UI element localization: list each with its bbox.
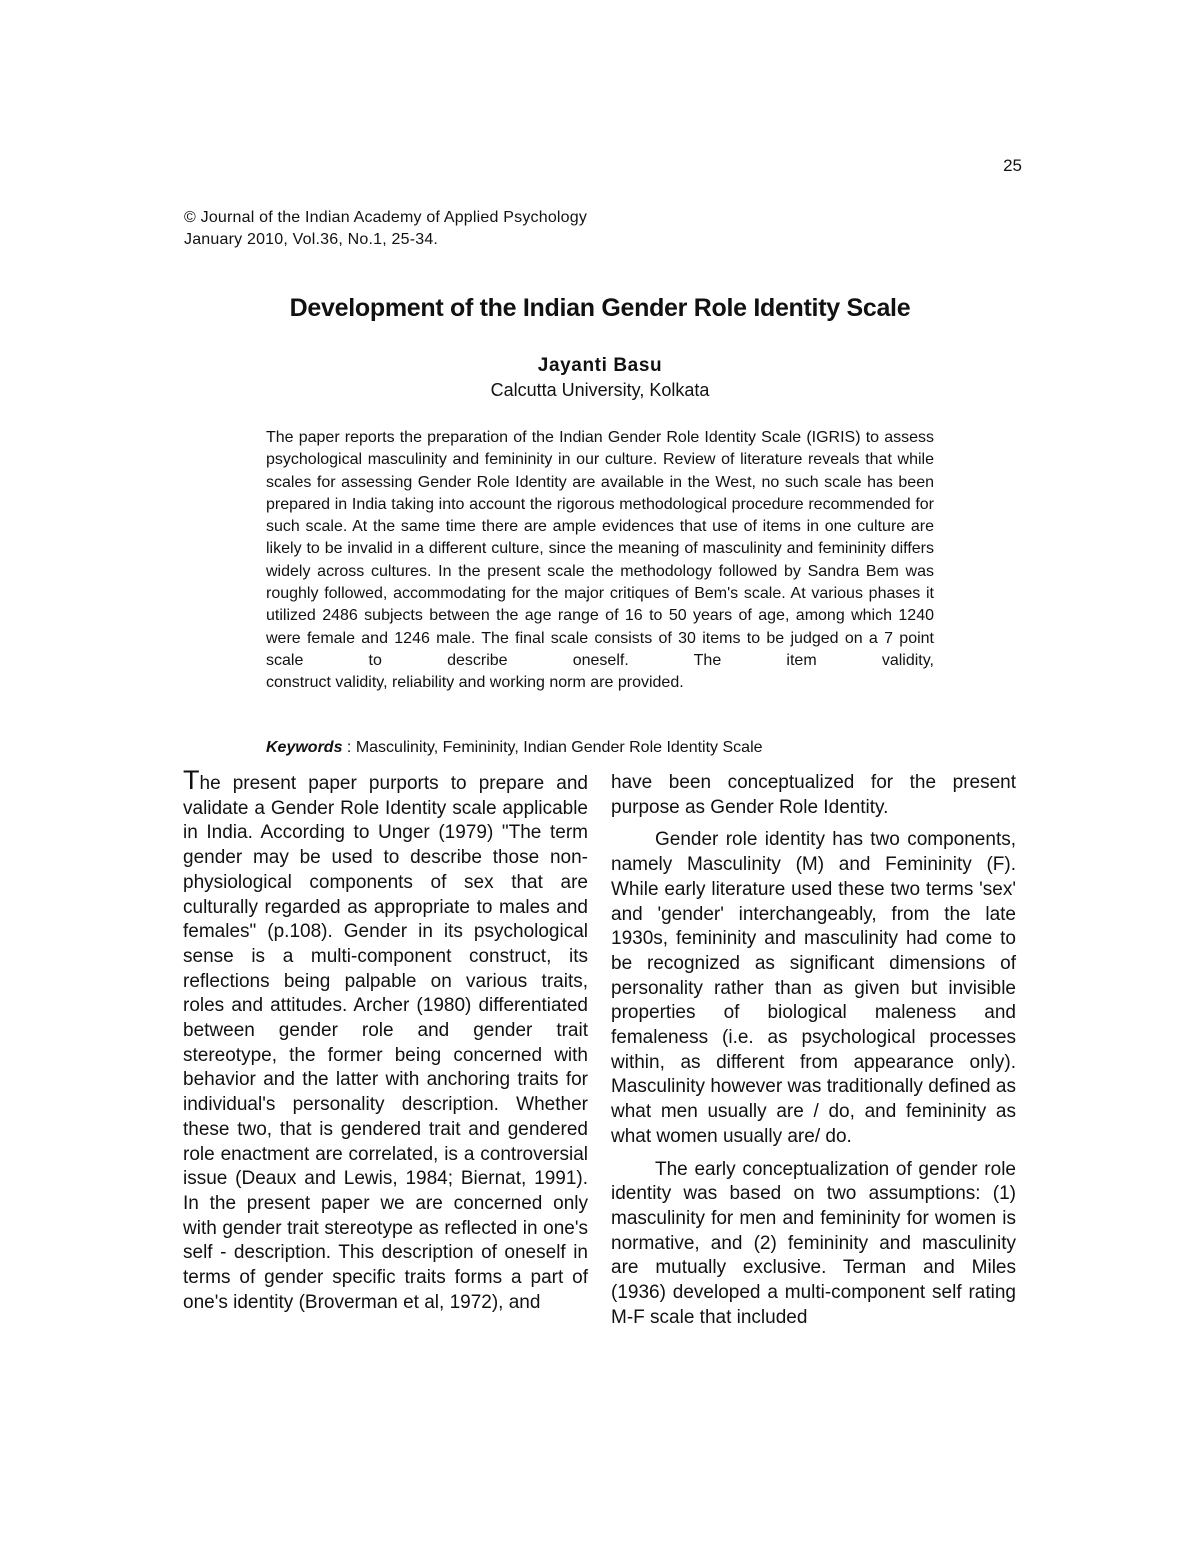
journal-name: © Journal of the Indian Academy of Applied Psychology [184,209,588,226]
keywords-separator: : [342,739,356,756]
article-title: Development of the Indian Gender Role Identity Scale [289,294,911,322]
body-paragraph: The early conceptualization of gender role identity was based on two assumptions: (1) masculinity for men and femininity for women is normative, and (2) femininity and masculinity are mutually exclusive. Terman and Miles (1936) developed a multi-component self rating M-F scale that included [611,1158,1016,1328]
body-paragraph: Gender role identity has two components, namely Masculinity (M) and Femininity (F). While early literature used these two terms 'sex' and 'gender' interchangeably, from the late 1930s, femininity and masculinity had come to be recognized as significant dimensions of personality rather than as given but invisible properties of biological maleness and femaleness (i.e. as psychological processes within, as different from appearance only). Masculinity however was traditionally defined as what men usually are / do, and femininity as what women usually are/ do. [611,829,1016,1147]
left-column-text: he present paper purports to prepare and validate a Gender Role Identity scale applicable in India. According to Unger (1979) "The term gender may be used to describe those non-physiological components of sex that are culturally regarded as appropriate to males and females" (p.108). Gender in its psychological sense is a multi-component construct, its reflections being palpable on various traits, roles and attitudes. Archer (1980) differentiated between gender role and gender trait stereotype, the former being concerned with behavior and the latter with anchoring traits for individual's personality description. Whether these two, that is gendered trait and gendered role enactment are correlated, is a controversial issue (Deaux and Lewis, 1984; Biernat, 1991). In the present paper we are concerned only with gender trait stereotype as reflected in one's self - description. This description of oneself in terms of gender specific traits forms a part of one's identity (Broverman et al, 1972), and [183,773,588,1313]
abstract-body: The paper reports the preparation of the Indian Gender Role Identity Scale (IGRIS) to assess psychological masculinity and femininity in our culture. Review of literature reveals that while scales for assessing Gender Role Identity are available in the West, no such scale has been prepared in India taking into account the rigorous methodological procedure recommended for such scale. At the same time there are ample evidences that use of items in one culture are likely to be invalid in a different culture, since the meaning of masculinity and femininity differs widely across cultures. In the present scale the methodology followed by Sandra Bem was roughly followed, accommodating for the major critiques of Bem's scale. At various phases it utilized 2486 subjects between the age range of 16 to 50 years of age, among which 1240 were female and 1246 male. The final scale consists of 30 items to be judged on a 7 point scale to describe oneself. The item validity, [266,429,934,669]
abstract [266,427,934,695]
abstract-last-line: construct validity, reliability and working norm are provided. [266,674,684,692]
body-paragraph [183,765,588,1315]
author-affiliation: Calcutta University, Kolkata [490,380,710,400]
body-column-left [183,765,588,1315]
keywords [266,739,763,757]
journal-issue: January 2010, Vol.36, No.1, 25-34. [184,231,439,248]
keywords-label: Keywords [266,739,343,756]
keywords-list: Masculinity, Femininity, Indian Gender Role Identity Scale [355,739,763,756]
body-paragraph: have been conceptualized for the present purpose as Gender Role Identity. [611,772,1016,818]
drop-cap: T [183,765,200,795]
page-number: 25 [1003,156,1022,175]
body-column-right [611,771,1016,1330]
author-name: Jayanti Basu [537,355,663,376]
journal-citation [184,207,587,251]
